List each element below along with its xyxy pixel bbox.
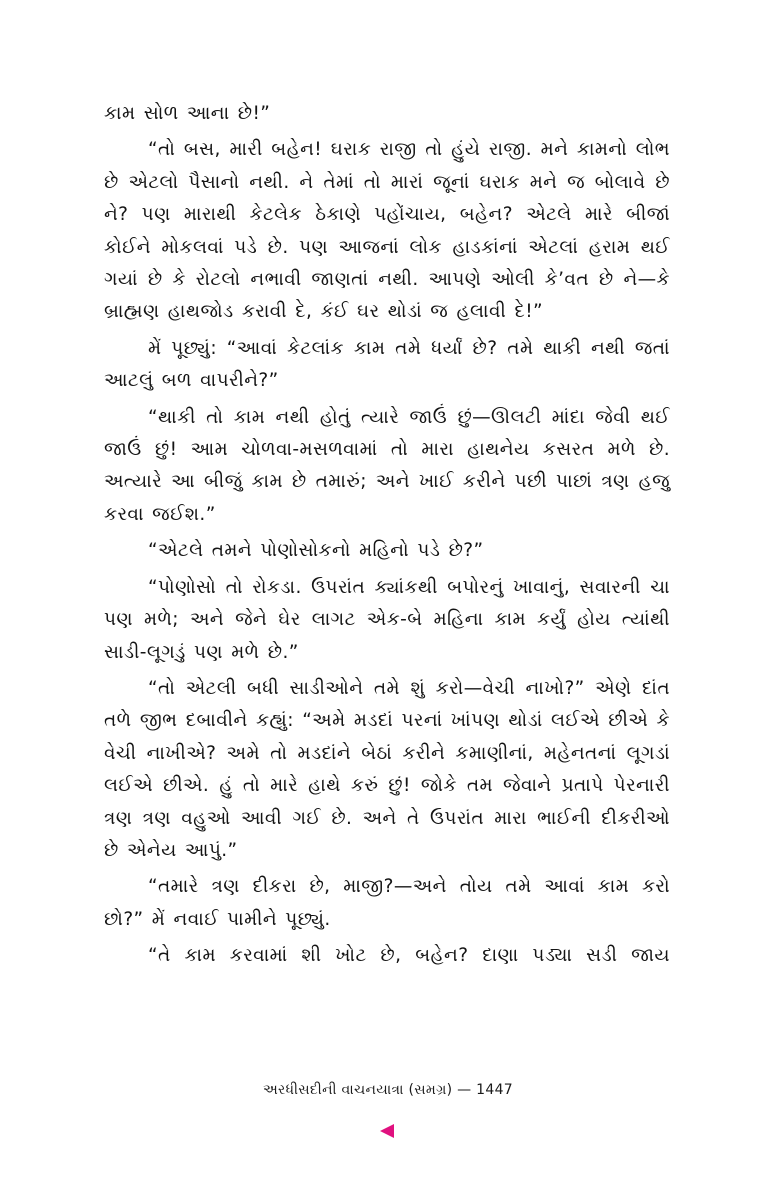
page-footer: અરધીસદીની વાચનયાત્રા (સમગ્ર) — 1447 [262,1082,514,1098]
paragraph-3: મેં પૂછ્યું: “આવાં કેટલાંક કામ તમે ધર્યાં છે? તમે થાકી નથી જતાં આટલું બળ વાપરીને?” [104,337,670,392]
body-text [104,98,670,973]
paragraph-9: “તે કામ કરવામાં શી ખોટ છે, બહેન? દાણા પડ્યા સડી જાય [148,945,670,967]
paragraph-4: “થાકી તો કામ નથી હોતું ત્યારે જાઉં છું—ઊલટી માંદા જેવી થઈ જાઉં છું! આમ ચોળવા-મસળવામાં તો મારા હાથનેય કસરત મળે છે. અત્યારે આ બીજું કામ છે તમારું; અને ખાઈ કરીને પછી પાછાં ત્રણ હજુ કરવા જઈશ.” [104,406,670,525]
paragraph-2: “તો બસ, મારી બહેન! ઘરાક રાજી તો હુંયે રાજી. મને કામનો લોભ છે એટલો પૈસાનો નથી. ને તેમાં તો મારાં જૂનાં ઘરાક મને જ બોલાવે છે ને? પણ મારાથી કેટલેક ઠેકાણે પહોંચાય, બહેન? એટલે મારે બીજાં કોઈને મોકલવાં પડે છે. પણ આજનાં લોક હાડકાંનાં એટલાં હરામ થઈ ગયાં છે કે રોટલો નભાવી જાણતાં નથી. આપણે ઓલી કે’વત છે ને—કે બ્રાહ્મણ હાથજોડ કરાવી દે, કંઈ ઘર થોડાં જ હલાવી દે!” [104,139,670,323]
paragraph-5: “એટલે તમને પોણોસોકનો મહિનો પડે છે?” [148,540,484,562]
paragraph-8: “તમારે ત્રણ દીકરા છે, માજી?—અને તોય તમે આવાં કામ કરો છો?” મેં નવાઈ પામીને પૂછ્યું. [104,876,670,930]
paragraph-1: કામ સોળ આના છે!” [104,103,271,124]
paragraph-6: “પોણોસો તો રોકડા. ઉપરાંત ક્યાંકથી બપોરનું ખાવાનું, સવારની ચા પણ મળે; અને જેને ઘેર લાગટ એક-બે મહિના કામ કર્યું હોય ત્યાંથી સાડી-લૂગડું પણ મળે છે.” [104,576,670,663]
paragraph-7: “તો એટલી બધી સાડીઓને તમે શું કરો—વેચી નાખો?” એણે દાંત તળે જીભ દબાવીને કહ્યું: “અમે મડદાં પરનાં ખાંપણ થોડાં લઈએ છીએ કે વેચી નાખીએ? અમે તો મડદાંને બેઠાં કરીને કમાણીનાં, મહેનતનાં લૂગડાં લઈએ છીએ. હું તો મારે હાથે કરું છું! જોકે તમ જેવાને પ્રતાપે પેરનારી ત્રણ ત્રણ વહુઓ આવી ગઈ છે. અને તે ઉપરાંત મારા ભાઈની દીકરીઓ છે એનેય આપું.” [104,677,670,861]
triangle-left-icon[interactable] [380,1124,394,1138]
